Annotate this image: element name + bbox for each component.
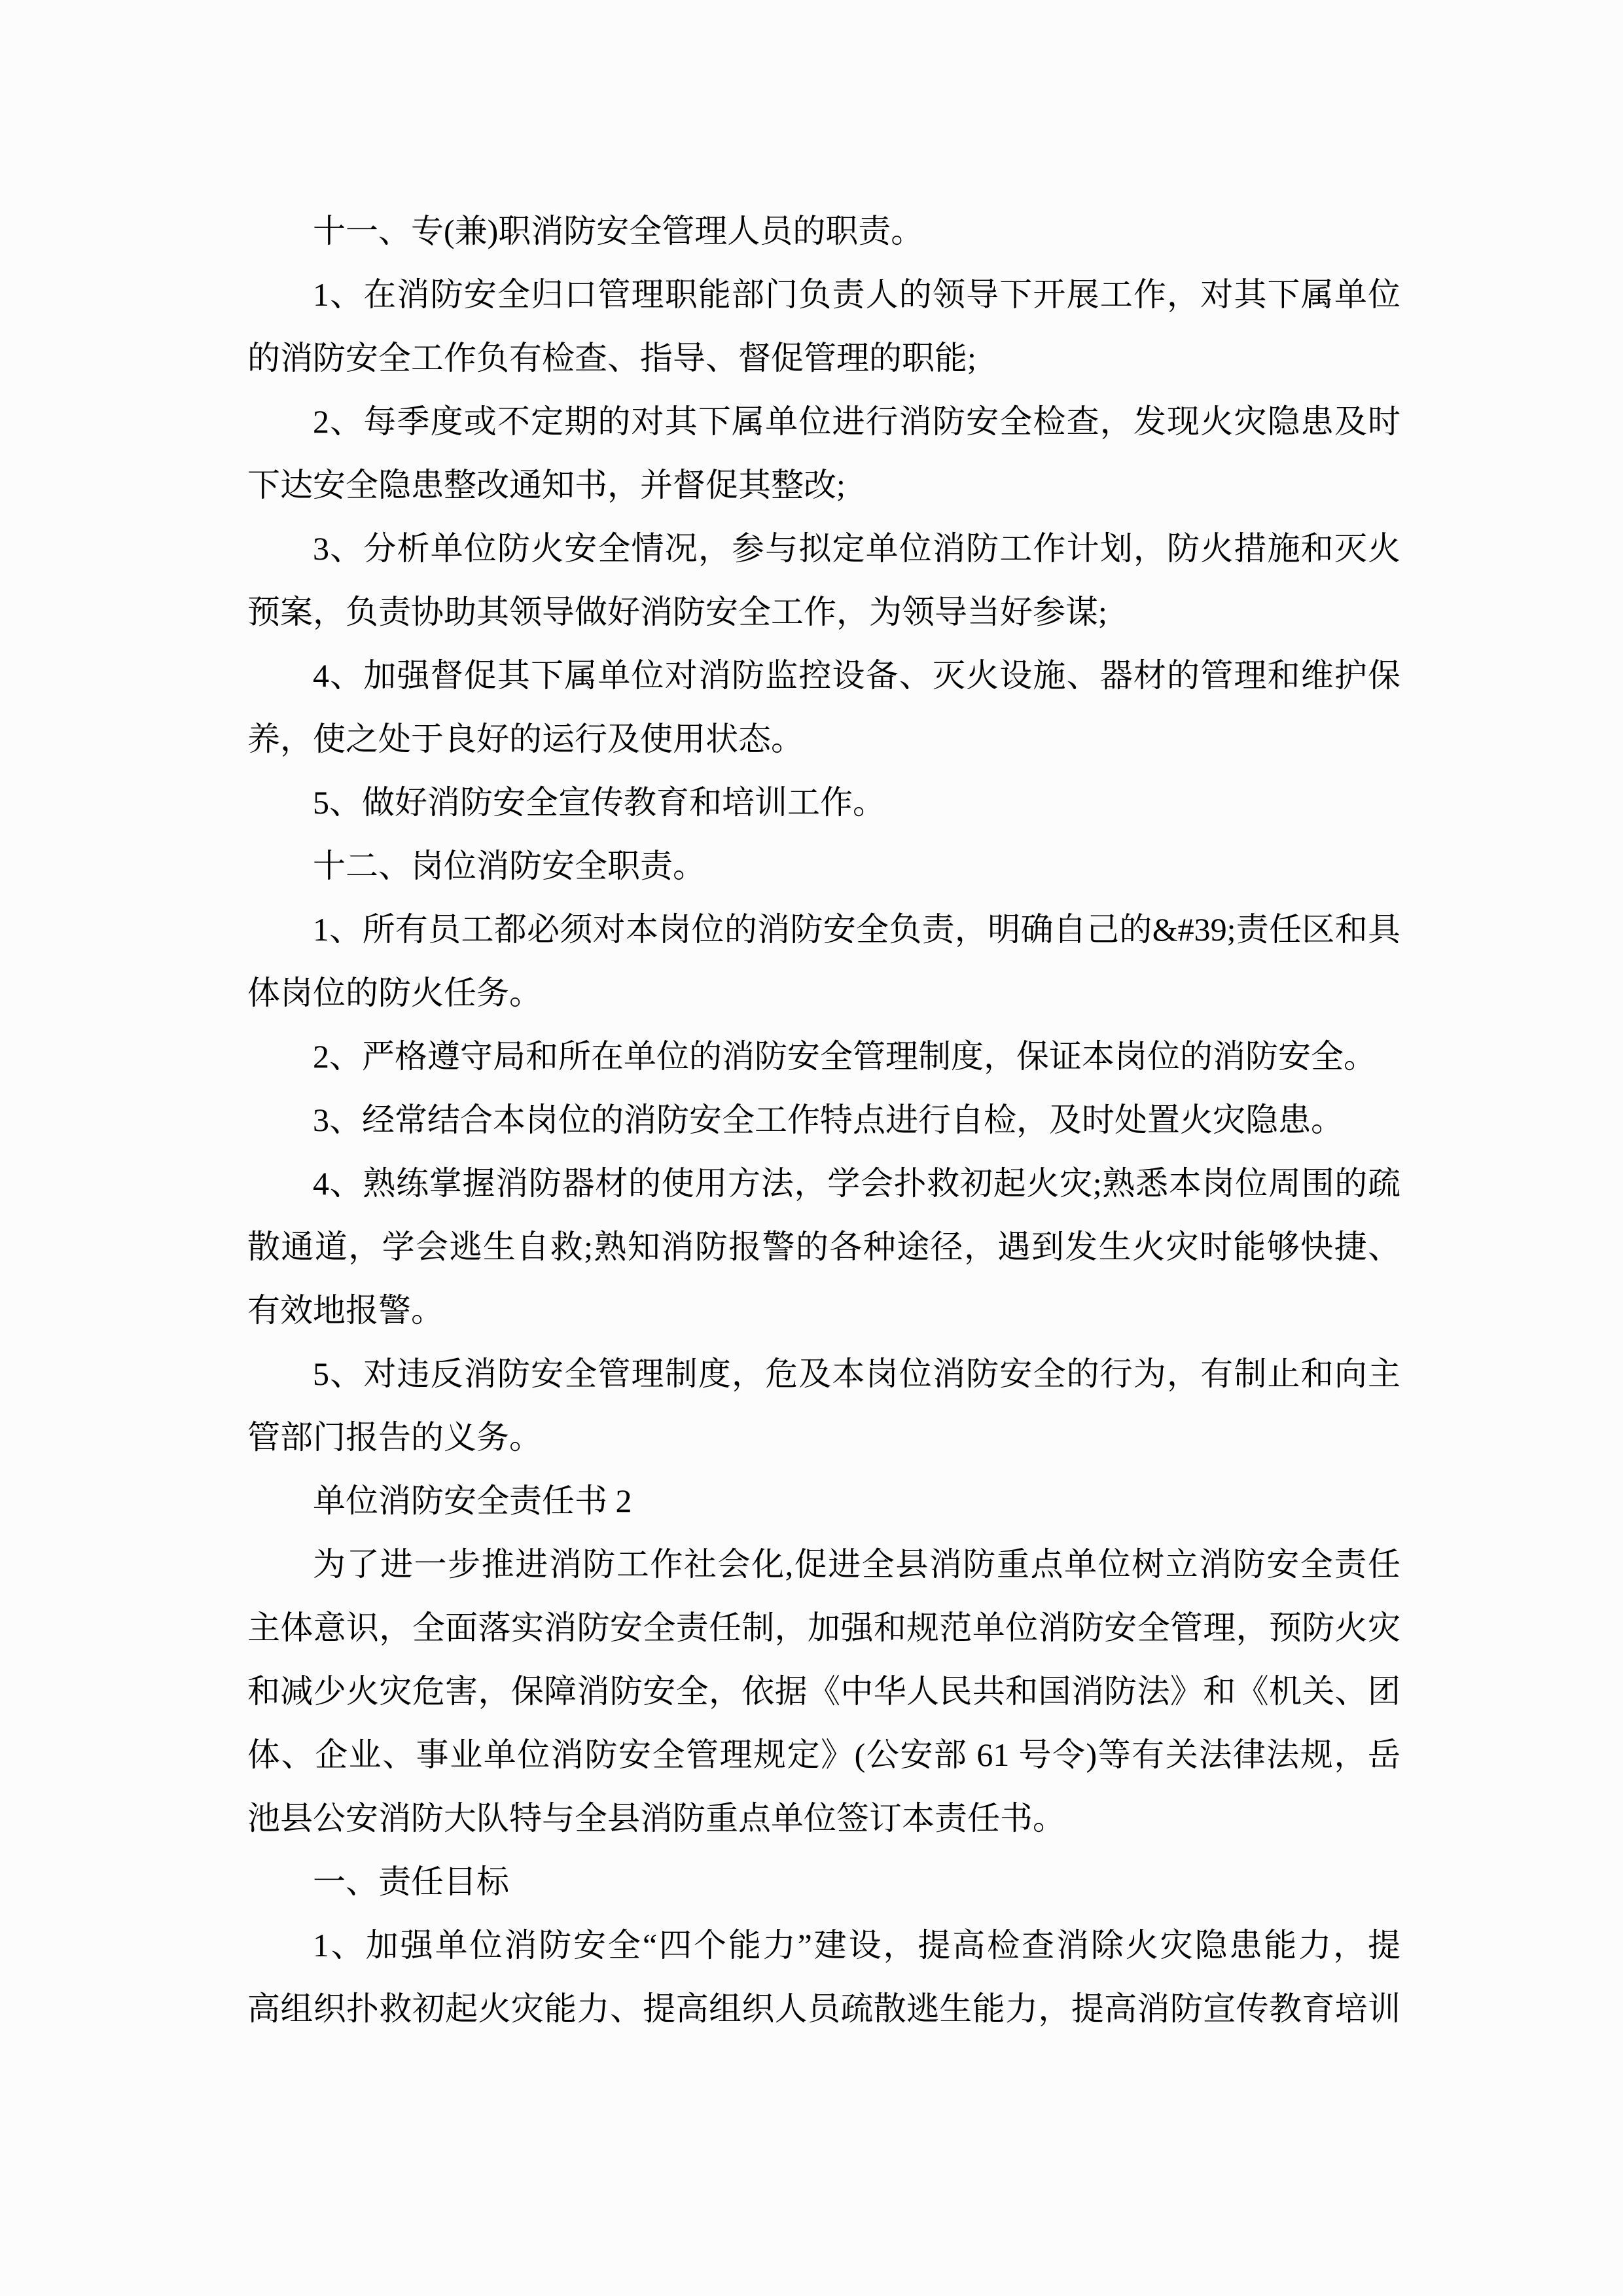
text-line: 主体意识，全面落实消防安全责任制，加强和规范单位消防安全管理，预防火灾 <box>247 1609 1400 1646</box>
text-line: 高组织扑救初起火灾能力、提高组织人员疏散逃生能力，提高消防宣传教育培训 <box>247 1990 1400 2027</box>
text-line: 有效地报警。 <box>247 1292 444 1329</box>
text-line: 管部门报告的义务。 <box>247 1419 542 1456</box>
text-line: 十二、岗位消防安全职责。 <box>313 848 705 884</box>
text-line: 1、在消防安全归口管理职能部门负责人的领导下开展工作，对其下属单位 <box>313 276 1400 313</box>
text-line: 池县公安消防大队特与全县消防重点单位签订本责任书。 <box>247 1800 1065 1837</box>
text-line: 5、做好消防安全宣传教育和培训工作。 <box>313 784 885 821</box>
text-line: 3、分析单位防火安全情况，参与拟定单位消防工作计划，防火措施和灭火 <box>313 530 1400 567</box>
text-line: 1、加强单位消防安全“四个能力”建设，提高检查消除火灾隐患能力，提 <box>313 1927 1400 1964</box>
text-line: 为了进一步推进消防工作社会化,促进全县消防重点单位树立消防安全责任 <box>313 1546 1400 1583</box>
document-text-block <box>247 200 1400 2041</box>
text-line: 1、所有员工都必须对本岗位的消防安全负责，明确自己的&#39;责任区和具 <box>313 911 1400 948</box>
text-line: 散通道，学会逃生自救;熟知消防报警的各种途径，遇到发生火灾时能够快捷、 <box>247 1229 1400 1265</box>
text-line: 的消防安全工作负有检查、指导、督促管理的职能; <box>247 340 976 376</box>
text-line: 2、严格遵守局和所在单位的消防安全管理制度，保证本岗位的消防安全。 <box>313 1038 1376 1075</box>
text-line: 和减少火灾危害，保障消防安全，依据《中华人民共和国消防法》和《机关、团 <box>247 1673 1400 1710</box>
text-line: 十一、专(兼)职消防安全管理人员的职责。 <box>313 213 924 249</box>
text-line: 养，使之处于良好的运行及使用状态。 <box>247 721 804 757</box>
text-line: 2、每季度或不定期的对其下属单位进行消防安全检查，发现火灾隐患及时 <box>313 403 1400 440</box>
text-line: 一、责任目标 <box>313 1863 509 1900</box>
text-line: 3、经常结合本岗位的消防安全工作特点进行自检，及时处置火灾隐患。 <box>313 1102 1344 1138</box>
text-line: 5、对违反消防安全管理制度，危及本岗位消防安全的行为，有制止和向主 <box>313 1355 1400 1392</box>
text-line: 单位消防安全责任书 2 <box>313 1482 632 1519</box>
text-line: 下达安全隐患整改通知书，并督促其整改; <box>247 467 846 503</box>
text-line: 4、熟练掌握消防器材的使用方法，学会扑救初起火灾;熟悉本岗位周围的疏 <box>313 1165 1400 1202</box>
text-line: 4、加强督促其下属单位对消防监控设备、灭火设施、器材的管理和维护保 <box>313 657 1400 694</box>
text-line: 体岗位的防火任务。 <box>247 975 542 1011</box>
text-line: 体、企业、事业单位消防安全管理规定》(公安部 61 号令)等有关法律法规，岳 <box>247 1736 1400 1773</box>
text-line: 预案，负责协助其领导做好消防安全工作，为领导当好参谋; <box>247 594 1107 630</box>
